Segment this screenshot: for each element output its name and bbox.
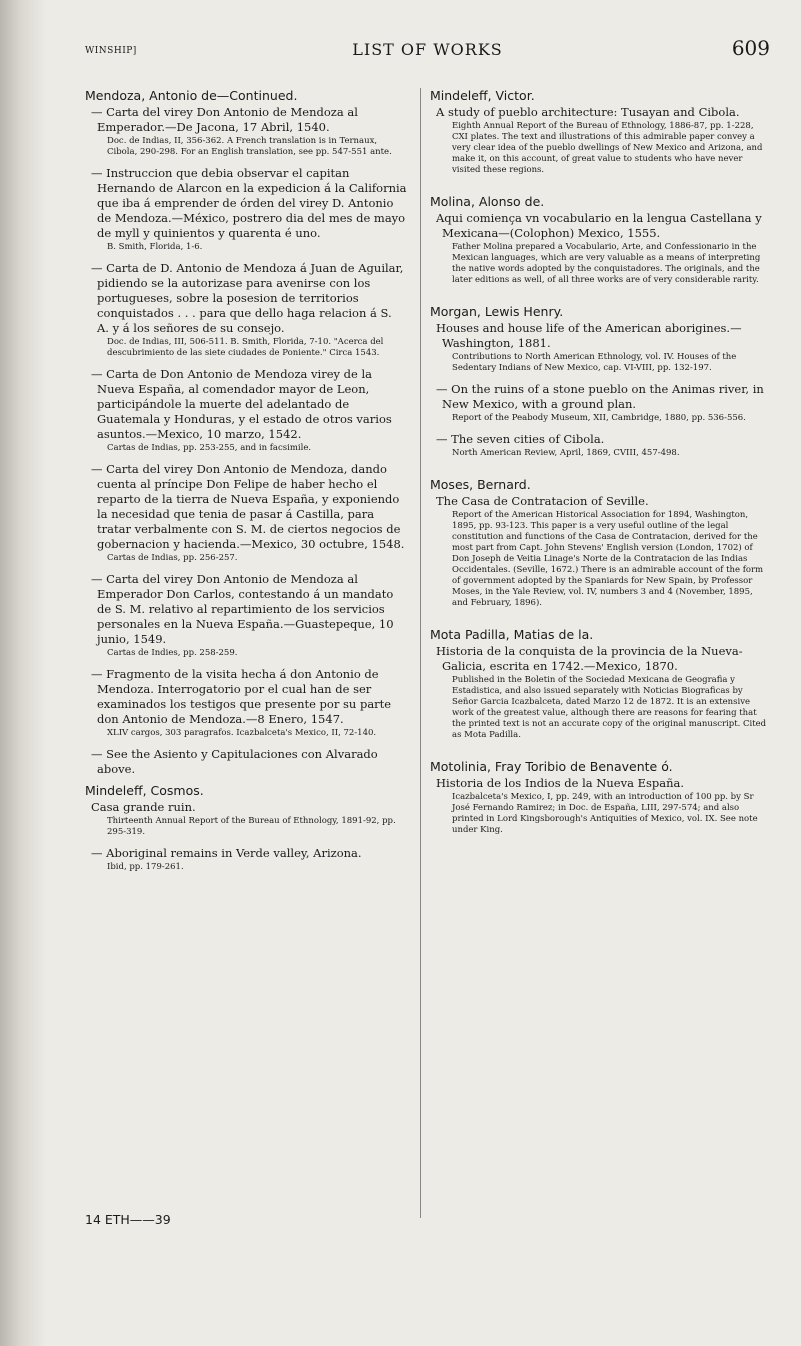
entry-note: Thirteenth Annual Report of the Bureau of Ethnology, 1891-92, pp. 295-319. [107, 816, 396, 837]
entry-note: North American Review, April, 1869, CVIII, 457-498. [452, 448, 680, 458]
signature-mark: 14 ETH——39 [85, 1212, 171, 1227]
entry-spacer [430, 184, 770, 194]
author-heading: Mota Padilla, Matias de la. [430, 627, 594, 642]
entry-note: Eighth Annual Report of the Bureau of Ethnology, 1886-87, pp. 1-228, CXI plates. The text and illustrations of this admirable paper convey a very clear idea of the pueblo dwellings of New Mexico and Arizona, and make it, on this account, of great value to students who have never visited these regions. [452, 121, 763, 175]
entry-spacer [430, 749, 770, 759]
entry-title: Houses and house life of the American aborigines.—Washington, 1881. [436, 321, 742, 350]
entry-title: — Aboriginal remains in Verde valley, Arizona. [91, 846, 362, 860]
entry-title: — Carta de Don Antonio de Mendoza virey de la Nueva España, al comendador mayor de Leon, participándole la muerte del adelantado de Guatemala y Honduras, y el estado de otros varios asuntos.—Mexico, 10 marzo, 1542. [91, 367, 392, 441]
entry-note: Doc. de Indias, II, 356-362. A French translation is in Ternaux, Cibola, 290-298. For an English translation, see pp. 547-551 ante. [107, 136, 392, 157]
entry-title: Historia de los Indios de la Nueva España. [436, 776, 685, 790]
entry-spacer [430, 844, 770, 854]
author-heading: Morgan, Lewis Henry. [430, 304, 564, 319]
author-heading: Molina, Alonso de. [430, 194, 545, 209]
entry-note: Published in the Boletin of the Sociedad Mexicana de Geografia y Estadistica, and also issued separately with Noticias Biograficas by Señor Garcia Icazbalceta, dated Marzo 12 de 1872. It is an extensive work of the greatest value, although there are reasons for fearing that the printed text is not an accurate copy of the original manuscript. Cited as Mota Padilla. [452, 675, 767, 740]
entry-note: Doc. de Indias, III, 506-511. B. Smith, Florida, 7-10. "Acerca del descubrimiento de las siete ciudades de Poniente." Circa 1543. [107, 337, 384, 358]
entry-title: — Fragmento de la visita hecha á don Antonio de Mendoza. Interrogatorio por el cual han de ser examinados los testigos que presente por su parte don Antonio de Mendoza.—8 Enero, 1547. [91, 667, 392, 726]
running-title: LIST OF WORKS [352, 40, 503, 59]
entry-note: Report of the American Historical Association for 1894, Washington, 1895, pp. 93-123. This paper is a very useful outline of the legal constitution and functions of the Casa de Contratacion, derived for the most part from Capt. John Stevens' English version (London, 1702) of Don Joseph de Veitia Linage's Norte de la Contratacion de las Indias Occidentales. (Seville, 1672.) There is an admirable account of the form of government adopted by the Spaniards for New Spain, by Professor Moses, in the Yale Review, vol. IV, numbers 3 and 4 (November, 1895, and February, 1896). [452, 510, 764, 608]
author-heading: Mindeleff, Victor. [430, 88, 535, 103]
running-head-left: WINSHIP] [85, 46, 137, 56]
entry-note: Cartas de Indias, pp. 256-257. [107, 553, 238, 563]
entry-note: B. Smith, Florida, 1-6. [107, 242, 203, 252]
entry-note: Father Molina prepared a Vocabulario, Arte, and Confessionario in the Mexican languages, which are very valuable as a means of interpreting the native words adopted by the conquistadores. The originals, and the later editions as well, of all three works are of very considerable rarity. [452, 242, 761, 285]
author-heading: Mendoza, Antonio de—Continued. [85, 88, 298, 103]
entry-note: XLIV cargos, 303 paragrafos. Icazbalceta's Mexico, II, 72-140. [107, 728, 377, 738]
entry-title: — Carta del virey Don Antonio de Mendoza al Emperador.—De Jacona, 17 Abril, 1540. [91, 105, 358, 134]
entry-title: Casa grande ruin. [91, 800, 196, 814]
entry-title: — Carta de D. Antonio de Mendoza á Juan de Aguilar, pidiendo se la autorizase para avenirse con los portugueses, sobre la posesion de territorios conquistados . . . para que dello haga relacion á S. A. y á los señores de su consejo. [91, 261, 404, 335]
entry-note: Cartas de Indies, pp. 258-259. [107, 648, 238, 658]
entry-title: — Instruccion que debia observar el capitan Hernando de Alarcon en la expedicion á la California que iba á emprender de órden del virey D. Antonio de Mendoza.—México, postrero dia del mes de mayo de myll y quinientos y quarenta é uno. [91, 166, 407, 240]
entry-title: — On the ruins of a stone pueblo on the Animas river, in New Mexico, with a ground plan. [436, 382, 764, 411]
entry-title: A study of pueblo architecture: Tusayan and Cibola. [436, 105, 740, 119]
entry-note: Contributions to North American Ethnology, vol. IV. Houses of the Sedentary Indians of New Mexico, cap. VI-VIII, pp. 132-197. [452, 352, 737, 373]
entry-title: — The seven cities of Cibola. [436, 432, 605, 446]
entry-title: — See the Asiento y Capitulaciones con Alvarado above. [91, 747, 378, 776]
entry-note: Icazbalceta's Mexico, I, pp. 249, with an introduction of 100 pp. by Sr José Fernando Ramirez; in Doc. de España, LIII, 297-574; and also printed in Lord Kingsborough's Antiquities of Mexico, vol. IX. See note under King. [452, 792, 758, 835]
entry-spacer [430, 617, 770, 627]
entry-title: — Carta del virey Don Antonio de Mendoza al Emperador Don Carlos, contestando á un mandato de S. M. relativo al repartimiento de los servicios personales en la Nueva España.—Guastepeque, 10 junio, 1549. [91, 572, 394, 646]
left-column [85, 88, 407, 881]
column-divider [420, 88, 421, 1218]
right-column [430, 88, 770, 854]
entry-spacer [430, 294, 770, 304]
entry-note: Cartas de Indias, pp. 253-255, and in facsimile. [107, 443, 312, 453]
page-number: 609 [731, 36, 770, 60]
entry-title: Historia de la conquista de la provincia de la Nueva-Galicia, escrita en 1742.—Mexico, 1870. [436, 644, 743, 673]
entry-title: The Casa de Contratacion of Seville. [436, 494, 649, 508]
author-heading: Motolinia, Fray Toribio de Benavente ó. [430, 759, 673, 774]
entry-title: — Carta del virey Don Antonio de Mendoza, dando cuenta al príncipe Don Felipe de haber hecho el reparto de la tierra de Nueva España, y exponiendo la necesidad que tenia de pasar á Castilla, para tratar verbalmente con S. M. de ciertos negocios de gobernacion y hacienda.—Mexico, 30 octubre, 1548. [91, 462, 405, 551]
entry-title: Aqui comiença vn vocabulario en la lengua Castellana y Mexicana—(Colophon) Mexico, 1555. [436, 211, 762, 240]
author-heading: Mindeleff, Cosmos. [85, 783, 204, 798]
entry-note: Report of the Peabody Museum, XII, Cambridge, 1880, pp. 536-556. [452, 413, 746, 423]
book-gutter-shadow [0, 0, 46, 1346]
entry-spacer [430, 467, 770, 477]
page-header [85, 34, 770, 66]
entry-note: Ibid, pp. 179-261. [107, 862, 184, 872]
author-heading: Moses, Bernard. [430, 477, 531, 492]
